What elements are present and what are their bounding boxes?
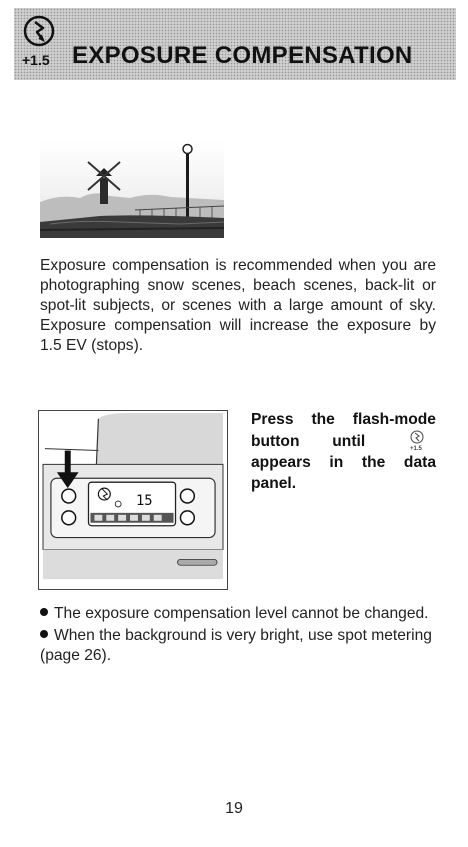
instruction-part2: appears in the data panel. xyxy=(251,454,436,492)
instruction-icon-ev: +1.5 xyxy=(410,446,422,452)
exposure-compensation-icon-small xyxy=(408,430,426,452)
note-item xyxy=(40,626,436,666)
bullet-icon xyxy=(40,630,48,638)
notes-list xyxy=(40,604,436,668)
instruction-part1: Press the flash-mode button until xyxy=(251,411,436,450)
intro-paragraph: Exposure compensation is recommended when you are photographing snow scenes, beach scenes, back-lit or spot-lit subjects, or scenes with a large amount of sky. Exposure compensation will increase the exposure by 1.5 EV (stops). xyxy=(40,257,436,354)
bullet-icon xyxy=(40,608,48,616)
page-number: 19 xyxy=(225,800,243,817)
panel-display-value: 15 xyxy=(135,492,153,509)
instruction-text xyxy=(251,409,436,494)
windmill-landscape-photo xyxy=(40,140,224,238)
camera-data-panel-illustration xyxy=(38,410,228,590)
note-text: The exposure compensation level cannot be changed. xyxy=(54,605,429,622)
page-title: EXPOSURE COMPENSATION xyxy=(72,42,413,69)
section-header xyxy=(14,8,456,80)
note-text: When the background is very bright, use spot metering (page 26). xyxy=(40,627,432,664)
exposure-compensation-icon xyxy=(22,14,56,48)
note-item xyxy=(40,604,436,624)
ev-value-label: +1.5 xyxy=(22,52,50,68)
